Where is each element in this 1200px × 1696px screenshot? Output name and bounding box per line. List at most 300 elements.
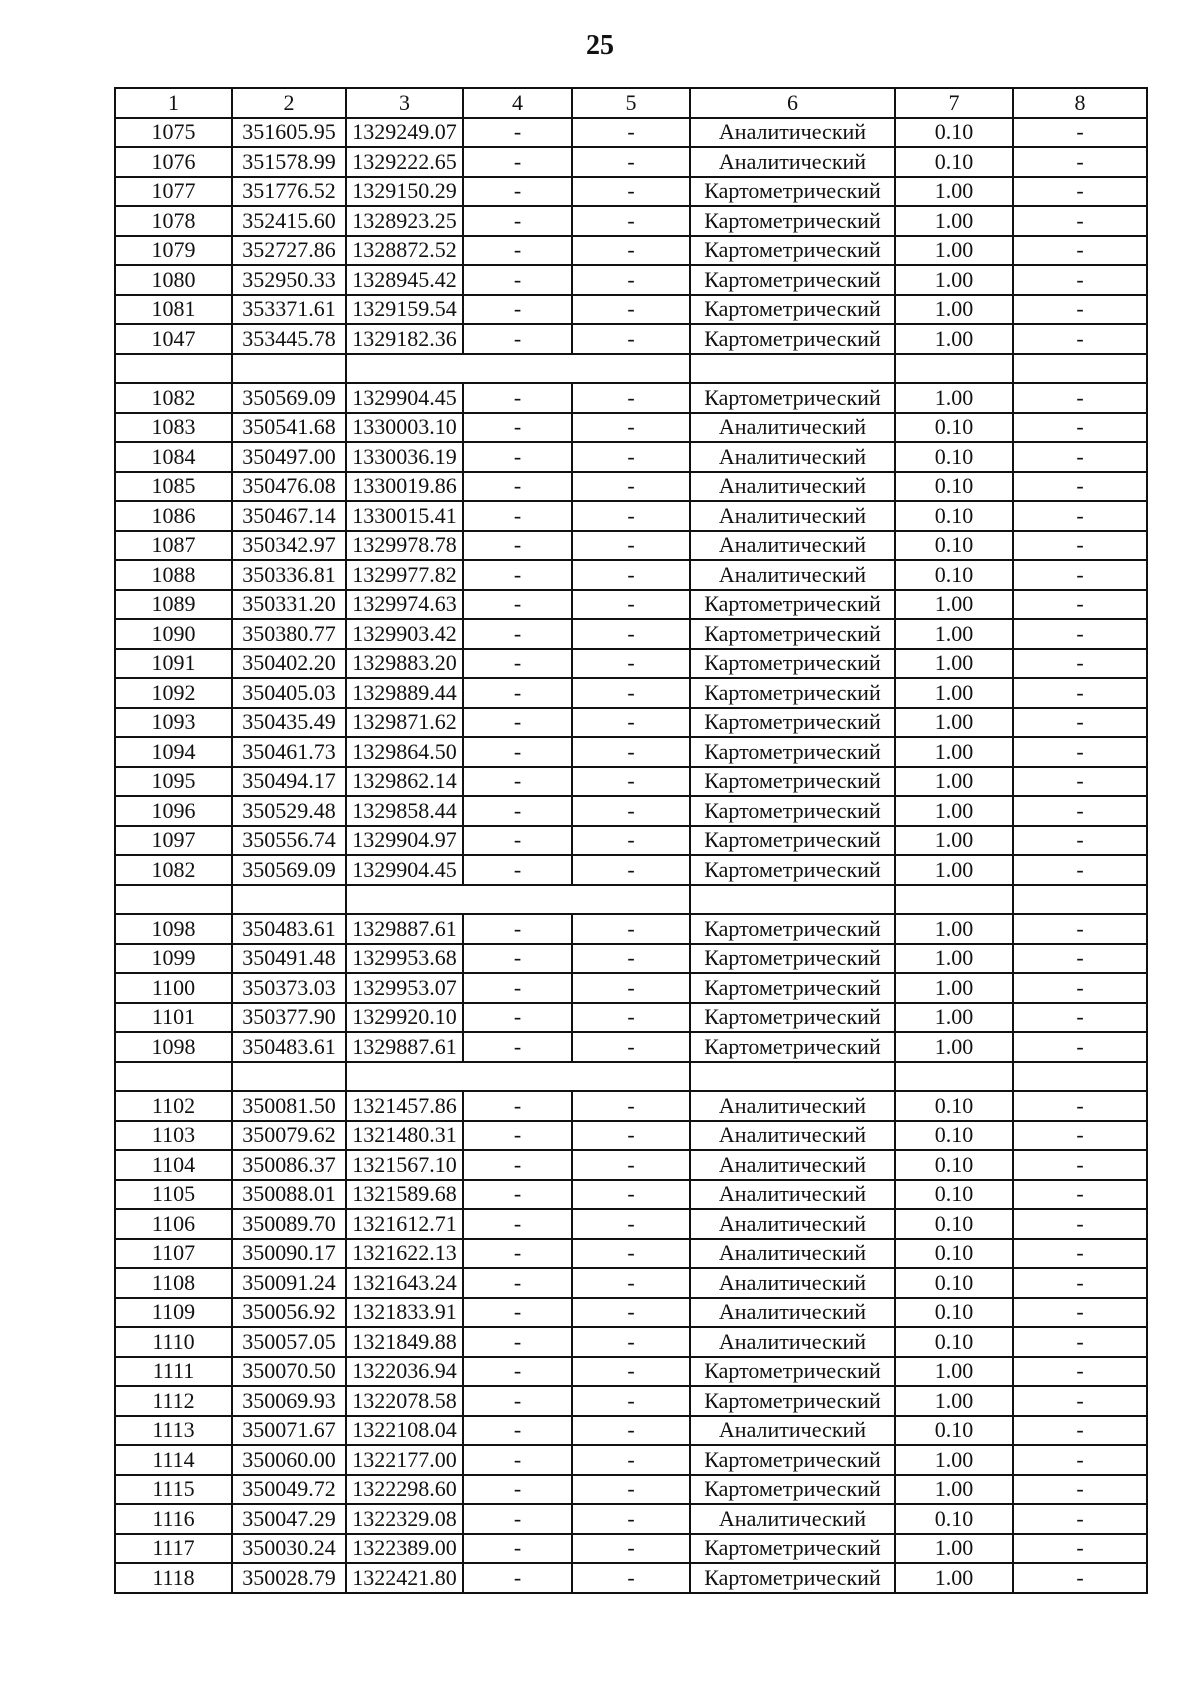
table-cell-col-4: - xyxy=(463,1504,572,1534)
table-cell-col-8: - xyxy=(1013,295,1147,325)
table-row xyxy=(115,678,1147,708)
table-cell-col-5: - xyxy=(572,1563,690,1593)
table-empty-cell xyxy=(1013,354,1147,384)
table-cell-col-6: Аналитический xyxy=(690,1327,895,1357)
table-cell-col-1: 1096 xyxy=(115,796,232,826)
table-cell-col-5: - xyxy=(572,1091,690,1121)
table-cell-col-3: 1328923.25 xyxy=(346,206,463,236)
table-cell-col-8: - xyxy=(1013,1504,1147,1534)
table-cell-col-1: 1088 xyxy=(115,560,232,590)
table-cell-col-5: - xyxy=(572,649,690,679)
table-cell-col-3: 1329862.14 xyxy=(346,767,463,797)
table-cell-col-3: 1321567.10 xyxy=(346,1150,463,1180)
table-cell-col-8: - xyxy=(1013,1534,1147,1564)
table-cell-col-7: 0.10 xyxy=(895,1504,1013,1534)
table-row xyxy=(115,1209,1147,1239)
table-cell-col-2: 350467.14 xyxy=(232,501,346,531)
table-cell-col-6: Аналитический xyxy=(690,413,895,443)
table-cell-col-2: 350079.62 xyxy=(232,1121,346,1151)
table-cell-col-1: 1114 xyxy=(115,1445,232,1475)
table-cell-col-6: Картометрический xyxy=(690,1563,895,1593)
table-cell-col-4: - xyxy=(463,118,572,148)
table-cell-col-3: 1328872.52 xyxy=(346,236,463,266)
table-cell-col-6: Аналитический xyxy=(690,1239,895,1269)
table-cell-col-3: 1330003.10 xyxy=(346,413,463,443)
table-cell-col-5: - xyxy=(572,236,690,266)
table-cell-col-8: - xyxy=(1013,1268,1147,1298)
table-cell-col-4: - xyxy=(463,295,572,325)
table-cell-col-1: 1116 xyxy=(115,1504,232,1534)
table-cell-col-1: 1081 xyxy=(115,295,232,325)
table-cell-col-1: 1090 xyxy=(115,619,232,649)
table-empty-cell xyxy=(895,354,1013,384)
table-cell-col-3: 1322298.60 xyxy=(346,1475,463,1505)
table-row xyxy=(115,531,1147,561)
table-header-cell-4: 4 xyxy=(463,88,572,118)
table-cell-col-3: 1329150.29 xyxy=(346,177,463,207)
table-cell-col-8: - xyxy=(1013,767,1147,797)
table-cell-col-7: 0.10 xyxy=(895,1150,1013,1180)
table-cell-col-7: 1.00 xyxy=(895,1003,1013,1033)
table-cell-col-4: - xyxy=(463,236,572,266)
table-cell-col-6: Картометрический xyxy=(690,206,895,236)
table-cell-col-8: - xyxy=(1013,1091,1147,1121)
table-cell-col-5: - xyxy=(572,1121,690,1151)
table-cell-col-3: 1329889.44 xyxy=(346,678,463,708)
table-cell-col-3: 1322177.00 xyxy=(346,1445,463,1475)
table-cell-col-7: 1.00 xyxy=(895,1386,1013,1416)
table-cell-col-7: 1.00 xyxy=(895,1475,1013,1505)
table-cell-col-4: - xyxy=(463,1268,572,1298)
table-cell-col-2: 350069.93 xyxy=(232,1386,346,1416)
table-cell-col-6: Аналитический xyxy=(690,1268,895,1298)
table-cell-col-1: 1094 xyxy=(115,737,232,767)
table-cell-col-1: 1112 xyxy=(115,1386,232,1416)
table-cell-col-1: 1110 xyxy=(115,1327,232,1357)
table-cell-col-8: - xyxy=(1013,678,1147,708)
table-cell-col-7: 1.00 xyxy=(895,1032,1013,1062)
table-cell-col-6: Картометрический xyxy=(690,708,895,738)
table-cell-col-1: 1104 xyxy=(115,1150,232,1180)
table-cell-col-8: - xyxy=(1013,1121,1147,1151)
table-cell-col-4: - xyxy=(463,944,572,974)
table-cell-col-6: Картометрический xyxy=(690,1386,895,1416)
table-cell-col-7: 1.00 xyxy=(895,914,1013,944)
table-row xyxy=(115,708,1147,738)
table-cell-col-4: - xyxy=(463,737,572,767)
table-cell-col-3: 1322421.80 xyxy=(346,1563,463,1593)
table-cell-col-4: - xyxy=(463,560,572,590)
table-cell-col-6: Картометрический xyxy=(690,619,895,649)
table-cell-col-5: - xyxy=(572,1180,690,1210)
table-cell-col-2: 350402.20 xyxy=(232,649,346,679)
table-cell-col-8: - xyxy=(1013,1239,1147,1269)
table-cell-col-5: - xyxy=(572,383,690,413)
table-body xyxy=(115,118,1147,1593)
table-cell-col-6: Аналитический xyxy=(690,1416,895,1446)
table-cell-col-2: 350494.17 xyxy=(232,767,346,797)
table-cell-col-7: 1.00 xyxy=(895,619,1013,649)
table-cell-col-1: 1098 xyxy=(115,1032,232,1062)
table-cell-col-5: - xyxy=(572,1357,690,1387)
table-row xyxy=(115,944,1147,974)
table-cell-col-6: Картометрический xyxy=(690,826,895,856)
table-cell-col-8: - xyxy=(1013,118,1147,148)
table-cell-col-5: - xyxy=(572,265,690,295)
table-cell-col-8: - xyxy=(1013,1003,1147,1033)
table-cell-col-6: Аналитический xyxy=(690,1091,895,1121)
table-cell-col-7: 1.00 xyxy=(895,1563,1013,1593)
table-cell-col-1: 1082 xyxy=(115,383,232,413)
table-cell-col-2: 350081.50 xyxy=(232,1091,346,1121)
table-cell-col-3: 1322078.58 xyxy=(346,1386,463,1416)
table-cell-col-4: - xyxy=(463,265,572,295)
table-cell-col-8: - xyxy=(1013,383,1147,413)
table-cell-col-6: Картометрический xyxy=(690,914,895,944)
table-cell-col-2: 350088.01 xyxy=(232,1180,346,1210)
table-row xyxy=(115,501,1147,531)
table-cell-col-1: 1075 xyxy=(115,118,232,148)
table-cell-col-1: 1109 xyxy=(115,1298,232,1328)
table-cell-col-2: 350569.09 xyxy=(232,855,346,885)
table-cell-col-2: 350476.08 xyxy=(232,472,346,502)
table-cell-col-6: Аналитический xyxy=(690,1180,895,1210)
table-cell-col-1: 1107 xyxy=(115,1239,232,1269)
table-cell-col-3: 1329864.50 xyxy=(346,737,463,767)
table-cell-col-6: Картометрический xyxy=(690,1534,895,1564)
table-cell-col-1: 1097 xyxy=(115,826,232,856)
table-cell-col-7: 0.10 xyxy=(895,1209,1013,1239)
table-cell-col-1: 1111 xyxy=(115,1357,232,1387)
table-empty-cell xyxy=(1013,1062,1147,1092)
table-cell-col-2: 350380.77 xyxy=(232,619,346,649)
table-cell-col-7: 1.00 xyxy=(895,206,1013,236)
table-cell-col-4: - xyxy=(463,973,572,1003)
table-row xyxy=(115,914,1147,944)
table-cell-col-2: 350057.05 xyxy=(232,1327,346,1357)
table-cell-col-1: 1099 xyxy=(115,944,232,974)
table-empty-cell xyxy=(232,1062,346,1092)
table-row xyxy=(115,590,1147,620)
table-cell-col-6: Картометрический xyxy=(690,944,895,974)
table-cell-col-7: 1.00 xyxy=(895,649,1013,679)
table-cell-col-8: - xyxy=(1013,1416,1147,1446)
table-row xyxy=(115,1298,1147,1328)
table-cell-col-7: 1.00 xyxy=(895,324,1013,354)
table-cell-col-2: 350342.97 xyxy=(232,531,346,561)
table-row xyxy=(115,1563,1147,1593)
table-cell-col-2: 350529.48 xyxy=(232,796,346,826)
table-cell-col-3: 1329883.20 xyxy=(346,649,463,679)
table-cell-col-4: - xyxy=(463,678,572,708)
table-cell-col-5: - xyxy=(572,1268,690,1298)
table-empty-cell xyxy=(232,885,346,915)
table-cell-col-5: - xyxy=(572,1327,690,1357)
table-cell-col-5: - xyxy=(572,826,690,856)
table-cell-col-5: - xyxy=(572,767,690,797)
table-cell-col-4: - xyxy=(463,796,572,826)
table-cell-col-3: 1329887.61 xyxy=(346,914,463,944)
table-cell-col-8: - xyxy=(1013,413,1147,443)
table-cell-col-5: - xyxy=(572,1416,690,1446)
table-cell-col-3: 1321833.91 xyxy=(346,1298,463,1328)
table-header-row xyxy=(115,88,1147,118)
table-cell-col-5: - xyxy=(572,501,690,531)
table-row xyxy=(115,1357,1147,1387)
table-cell-col-7: 0.10 xyxy=(895,531,1013,561)
table-cell-col-6: Аналитический xyxy=(690,118,895,148)
table-cell-col-6: Аналитический xyxy=(690,560,895,590)
table-cell-col-5: - xyxy=(572,118,690,148)
table-cell-col-8: - xyxy=(1013,649,1147,679)
table-cell-col-8: - xyxy=(1013,708,1147,738)
table-cell-col-7: 1.00 xyxy=(895,826,1013,856)
table-cell-col-4: - xyxy=(463,1445,572,1475)
table-cell-col-7: 0.10 xyxy=(895,560,1013,590)
table-cell-col-1: 1085 xyxy=(115,472,232,502)
table-row xyxy=(115,472,1147,502)
table-cell-col-2: 350541.68 xyxy=(232,413,346,443)
table-cell-col-4: - xyxy=(463,1150,572,1180)
table-cell-col-3: 1329904.97 xyxy=(346,826,463,856)
table-cell-col-4: - xyxy=(463,413,572,443)
table-cell-col-8: - xyxy=(1013,1150,1147,1180)
table-cell-col-3: 1321457.86 xyxy=(346,1091,463,1121)
table-cell-col-4: - xyxy=(463,1003,572,1033)
table-header-cell-3: 3 xyxy=(346,88,463,118)
table-cell-col-7: 0.10 xyxy=(895,472,1013,502)
table-cell-col-6: Картометрический xyxy=(690,855,895,885)
table-cell-col-8: - xyxy=(1013,973,1147,1003)
table-cell-col-1: 1113 xyxy=(115,1416,232,1446)
table-cell-col-6: Картометрический xyxy=(690,383,895,413)
table-row xyxy=(115,118,1147,148)
table-cell-col-3: 1329887.61 xyxy=(346,1032,463,1062)
table-row xyxy=(115,1268,1147,1298)
table-cell-col-6: Аналитический xyxy=(690,1504,895,1534)
table-row xyxy=(115,236,1147,266)
table-cell-col-3: 1322108.04 xyxy=(346,1416,463,1446)
table-cell-col-8: - xyxy=(1013,944,1147,974)
table-cell-col-1: 1093 xyxy=(115,708,232,738)
table-cell-col-1: 1115 xyxy=(115,1475,232,1505)
table-cell-col-6: Картометрический xyxy=(690,265,895,295)
table-cell-col-8: - xyxy=(1013,1032,1147,1062)
table-cell-col-6: Аналитический xyxy=(690,501,895,531)
table-cell-col-7: 0.10 xyxy=(895,413,1013,443)
table-cell-col-1: 1092 xyxy=(115,678,232,708)
table-cell-col-4: - xyxy=(463,1180,572,1210)
table-cell-col-2: 350377.90 xyxy=(232,1003,346,1033)
table-cell-col-1: 1086 xyxy=(115,501,232,531)
page-number: 25 xyxy=(586,30,614,61)
table-cell-col-2: 351578.99 xyxy=(232,147,346,177)
table-separator-row xyxy=(115,354,1147,384)
table-cell-col-7: 1.00 xyxy=(895,236,1013,266)
table-cell-col-3: 1329978.78 xyxy=(346,531,463,561)
table-cell-col-4: - xyxy=(463,501,572,531)
table-cell-col-3: 1329977.82 xyxy=(346,560,463,590)
table-cell-col-5: - xyxy=(572,1386,690,1416)
table-cell-col-5: - xyxy=(572,708,690,738)
table-cell-col-1: 1106 xyxy=(115,1209,232,1239)
table-cell-col-6: Картометрический xyxy=(690,678,895,708)
table-empty-cell xyxy=(115,354,232,384)
table-cell-col-4: - xyxy=(463,1534,572,1564)
table-cell-col-6: Аналитический xyxy=(690,1209,895,1239)
table-row xyxy=(115,796,1147,826)
table-cell-col-2: 350405.03 xyxy=(232,678,346,708)
table-row xyxy=(115,1504,1147,1534)
table-cell-col-3: 1329953.68 xyxy=(346,944,463,974)
table-cell-col-7: 1.00 xyxy=(895,678,1013,708)
table-cell-col-2: 353371.61 xyxy=(232,295,346,325)
table-cell-col-3: 1330015.41 xyxy=(346,501,463,531)
table-cell-col-2: 350086.37 xyxy=(232,1150,346,1180)
table-cell-col-3: 1321622.13 xyxy=(346,1239,463,1269)
table-cell-col-6: Картометрический xyxy=(690,796,895,826)
table-cell-col-2: 350569.09 xyxy=(232,383,346,413)
table-cell-col-2: 351605.95 xyxy=(232,118,346,148)
table-row xyxy=(115,1003,1147,1033)
table-cell-col-5: - xyxy=(572,324,690,354)
table-cell-col-4: - xyxy=(463,1416,572,1446)
table-cell-col-1: 1089 xyxy=(115,590,232,620)
table-cell-col-8: - xyxy=(1013,501,1147,531)
table-cell-col-6: Картометрический xyxy=(690,324,895,354)
table-row xyxy=(115,324,1147,354)
table-cell-col-1: 1082 xyxy=(115,855,232,885)
table-cell-col-6: Аналитический xyxy=(690,1298,895,1328)
table-cell-col-8: - xyxy=(1013,1475,1147,1505)
table-cell-col-6: Картометрический xyxy=(690,236,895,266)
table-cell-col-8: - xyxy=(1013,1327,1147,1357)
table-cell-col-7: 0.10 xyxy=(895,1239,1013,1269)
table-cell-col-3: 1329920.10 xyxy=(346,1003,463,1033)
table-cell-col-2: 350090.17 xyxy=(232,1239,346,1269)
table-header-cell-2: 2 xyxy=(232,88,346,118)
table-cell-col-3: 1329159.54 xyxy=(346,295,463,325)
table-cell-col-1: 1079 xyxy=(115,236,232,266)
table-cell-col-6: Картометрический xyxy=(690,590,895,620)
table-cell-col-5: - xyxy=(572,177,690,207)
table-cell-col-2: 350030.24 xyxy=(232,1534,346,1564)
table-cell-col-1: 1091 xyxy=(115,649,232,679)
table-cell-col-2: 352415.60 xyxy=(232,206,346,236)
table-cell-col-7: 1.00 xyxy=(895,1445,1013,1475)
table-cell-col-3: 1328945.42 xyxy=(346,265,463,295)
table-cell-col-4: - xyxy=(463,826,572,856)
table-cell-col-2: 350483.61 xyxy=(232,914,346,944)
table-cell-col-6: Картометрический xyxy=(690,767,895,797)
table-cell-col-2: 350028.79 xyxy=(232,1563,346,1593)
table-cell-col-1: 1080 xyxy=(115,265,232,295)
table-cell-col-2: 350461.73 xyxy=(232,737,346,767)
table-cell-col-4: - xyxy=(463,177,572,207)
table-cell-col-4: - xyxy=(463,855,572,885)
table-cell-col-2: 350483.61 xyxy=(232,1032,346,1062)
table-row xyxy=(115,855,1147,885)
table-empty-cell xyxy=(895,885,1013,915)
table-cell-col-2: 350336.81 xyxy=(232,560,346,590)
table-cell-col-7: 0.10 xyxy=(895,1416,1013,1446)
table-cell-col-8: - xyxy=(1013,855,1147,885)
table-header-cell-5: 5 xyxy=(572,88,690,118)
table-cell-col-7: 1.00 xyxy=(895,973,1013,1003)
table-cell-col-7: 1.00 xyxy=(895,1357,1013,1387)
table-cell-col-7: 1.00 xyxy=(895,1534,1013,1564)
table-row xyxy=(115,737,1147,767)
table-cell-col-4: - xyxy=(463,383,572,413)
table-row xyxy=(115,1475,1147,1505)
table-cell-col-1: 1087 xyxy=(115,531,232,561)
table-cell-col-4: - xyxy=(463,472,572,502)
table-cell-col-1: 1083 xyxy=(115,413,232,443)
table-cell-col-5: - xyxy=(572,1504,690,1534)
table-row xyxy=(115,1180,1147,1210)
table-cell-col-6: Картометрический xyxy=(690,1445,895,1475)
table-empty-cell xyxy=(690,885,895,915)
table-cell-col-2: 353445.78 xyxy=(232,324,346,354)
table-cell-col-2: 350056.92 xyxy=(232,1298,346,1328)
table-cell-col-4: - xyxy=(463,914,572,944)
table-cell-col-8: - xyxy=(1013,560,1147,590)
table-cell-col-4: - xyxy=(463,649,572,679)
table-cell-col-5: - xyxy=(572,944,690,974)
table-cell-col-3: 1322389.00 xyxy=(346,1534,463,1564)
table-cell-col-8: - xyxy=(1013,1357,1147,1387)
table-cell-col-8: - xyxy=(1013,472,1147,502)
table-cell-col-8: - xyxy=(1013,1563,1147,1593)
table-cell-col-2: 351776.52 xyxy=(232,177,346,207)
table-cell-col-8: - xyxy=(1013,236,1147,266)
table-cell-col-3: 1322329.08 xyxy=(346,1504,463,1534)
coordinates-table xyxy=(114,87,1148,1594)
table-cell-col-2: 350047.29 xyxy=(232,1504,346,1534)
table-cell-col-7: 1.00 xyxy=(895,265,1013,295)
table-cell-col-3: 1321612.71 xyxy=(346,1209,463,1239)
table-row xyxy=(115,442,1147,472)
table-cell-col-4: - xyxy=(463,324,572,354)
table-cell-col-2: 350060.00 xyxy=(232,1445,346,1475)
table-header-cell-1: 1 xyxy=(115,88,232,118)
table-separator-row xyxy=(115,1062,1147,1092)
table-row xyxy=(115,1386,1147,1416)
table-cell-col-7: 0.10 xyxy=(895,1180,1013,1210)
table-empty-cell xyxy=(232,354,346,384)
table-cell-col-5: - xyxy=(572,678,690,708)
table-cell-col-8: - xyxy=(1013,1180,1147,1210)
table-cell-col-5: - xyxy=(572,796,690,826)
table-cell-col-1: 1105 xyxy=(115,1180,232,1210)
table-cell-col-6: Картометрический xyxy=(690,649,895,679)
table-cell-col-1: 1098 xyxy=(115,914,232,944)
table-cell-col-4: - xyxy=(463,442,572,472)
table-cell-col-3: 1321480.31 xyxy=(346,1121,463,1151)
table-cell-col-4: - xyxy=(463,1357,572,1387)
table-empty-cell xyxy=(1013,885,1147,915)
table-cell-col-6: Картометрический xyxy=(690,1003,895,1033)
table-cell-col-1: 1095 xyxy=(115,767,232,797)
table-row xyxy=(115,619,1147,649)
table-cell-col-3: 1321589.68 xyxy=(346,1180,463,1210)
table-cell-col-5: - xyxy=(572,737,690,767)
table-cell-col-7: 0.10 xyxy=(895,1091,1013,1121)
table-cell-col-5: - xyxy=(572,1209,690,1239)
table-cell-col-5: - xyxy=(572,1298,690,1328)
table-cell-col-4: - xyxy=(463,1475,572,1505)
table-cell-col-3: 1329903.42 xyxy=(346,619,463,649)
